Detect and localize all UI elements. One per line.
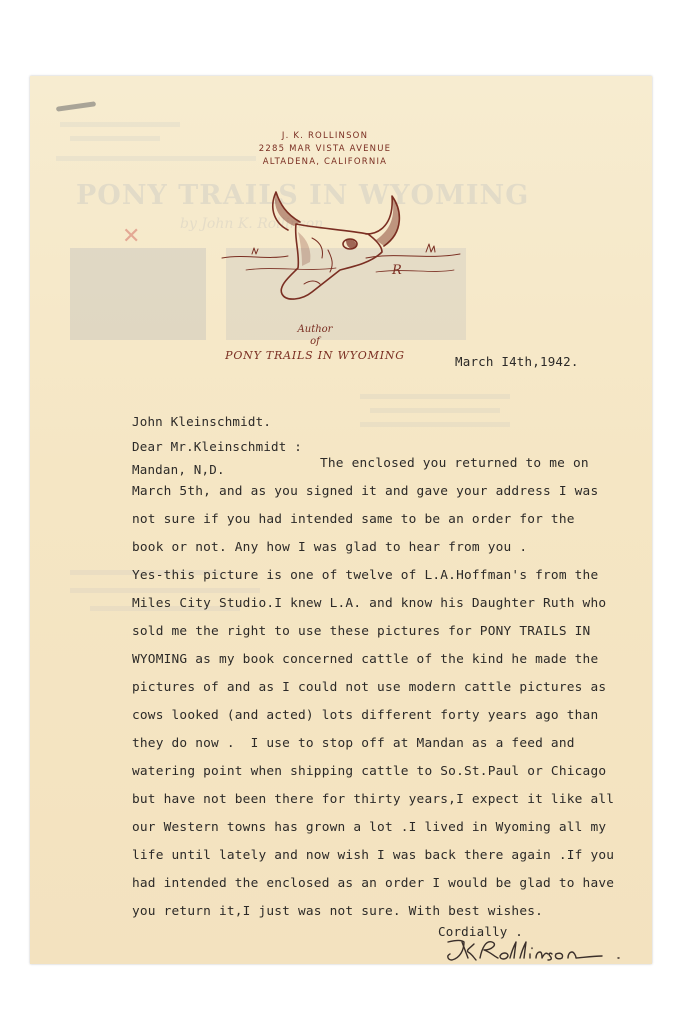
letterhead-city: ALTADENA, CALIFORNIA	[262, 157, 388, 167]
reverse-flyer-title: PONY TRAILS IN WYOMING	[76, 180, 530, 211]
reverse-text-line	[70, 136, 160, 141]
body-line: The enclosed you returned to me on	[320, 456, 589, 471]
body-line: they do now . I use to stop off at Mandan as a feed and	[132, 736, 575, 751]
buffalo-skull-illustration	[216, 188, 464, 312]
reverse-text-line	[360, 394, 510, 399]
body-line: but have not been there for thirty years,I expect it like all	[132, 792, 615, 807]
reverse-text-line	[70, 588, 260, 593]
body-line: book or not. Any how I was glad to hear from you .	[132, 540, 528, 555]
reverse-text-line	[360, 422, 510, 427]
body-line: cows looked (and acted) lots different forty years ago than	[132, 708, 599, 723]
salutation: Dear Mr.Kleinschmidt :	[132, 439, 302, 454]
body-line: Yes-this picture is one of twelve of L.A.Hoffman's from the	[132, 568, 599, 583]
body-line: life until lately and now wish I was back there again .If you	[132, 848, 615, 863]
reverse-text-line	[60, 122, 180, 127]
letterhead-street: 2285 MAR VISTA AVENUE	[258, 144, 392, 154]
author-of-line: of	[310, 336, 320, 347]
reverse-text-line	[56, 156, 256, 161]
closing: Cordially .	[438, 924, 523, 939]
body-line: not sure if you had intended same to be an order for the	[132, 512, 575, 527]
reverse-text-line	[370, 408, 500, 413]
body-line: you return it,I just was not sure. With best wishes.	[132, 904, 544, 919]
author-book-title: PONY TRAILS IN WYOMING	[225, 349, 405, 362]
body-line: WYOMING as my book concerned cattle of the kind he made the	[132, 652, 599, 667]
body-line: March 5th, and as you signed it and gave your address I was	[132, 484, 599, 499]
letter-sheet	[30, 76, 652, 964]
monogram: R	[392, 263, 402, 278]
reverse-photo	[70, 248, 206, 340]
letterhead-address	[230, 130, 420, 169]
author-credit	[190, 324, 440, 363]
body-line: our Western towns has grown a lot .I lived in Wyoming all my	[132, 820, 607, 835]
pencil-mark	[56, 101, 96, 112]
body-line: Miles City Studio.I knew L.A. and know his Daughter Ruth who	[132, 596, 607, 611]
body-line: pictures of and as I could not use modern cattle pictures as	[132, 680, 607, 695]
handwritten-signature	[442, 936, 632, 964]
body-line: sold me the right to use these pictures for PONY TRAILS IN	[132, 624, 591, 639]
recipient-place: Mandan, N,D.	[132, 462, 225, 477]
reverse-x-mark: ✕	[122, 224, 141, 249]
letter-date: March I4th,1942.	[455, 354, 579, 369]
letterhead-name: J. K. ROLLINSON	[281, 131, 369, 141]
body-line: watering point when shipping cattle to So.St.Paul or Chicago	[132, 764, 607, 779]
author-line: Author	[297, 324, 333, 335]
recipient-name: John Kleinschmidt.	[132, 414, 272, 429]
reverse-flyer-subtitle: by John K. Rollinson	[180, 216, 324, 232]
body-line: had intended the enclosed as an order I would be glad to have	[132, 876, 615, 891]
